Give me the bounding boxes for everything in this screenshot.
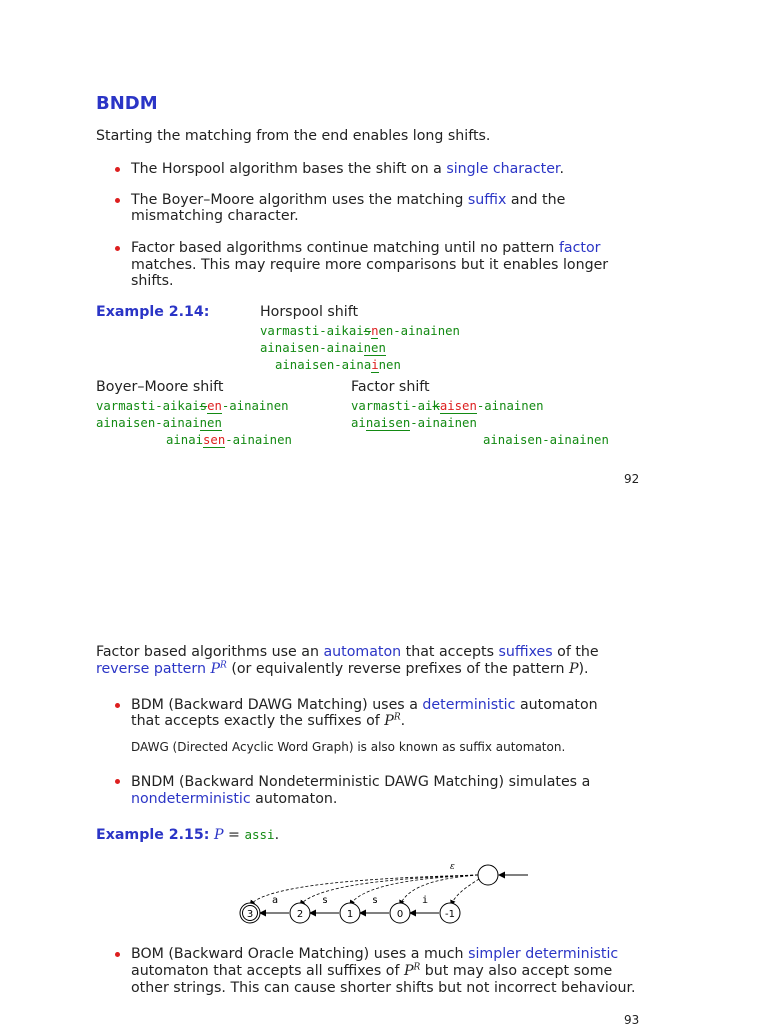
bullet-boyer-moore: The Boyer–Moore algorithm uses the matching suffix and the xyxy=(131,192,566,208)
bullet-factor-line2: matches. This may require more comparisons but it enables longer xyxy=(131,257,609,273)
epsilon-edge xyxy=(250,875,478,905)
state-label: 2 xyxy=(296,909,304,920)
term-suffixes: suffixes xyxy=(498,644,553,660)
bullet-horspool: The Horspool algorithm bases the shift on a single character. xyxy=(131,161,564,177)
bullet-bom-line3: other strings. This can cause shorter shifts but not incorrect behaviour. xyxy=(131,980,636,996)
initial-state xyxy=(478,865,498,885)
factor-pattern-2: ainaisen-ainainen xyxy=(483,433,609,447)
edge-label: a xyxy=(272,895,279,906)
epsilon-edge xyxy=(451,879,479,905)
bullet-bdm-line2: that accepts exactly the suffixes of $P^R$. xyxy=(131,712,406,729)
term-automaton: automaton xyxy=(323,644,402,660)
state-label: 0 xyxy=(396,909,404,920)
bullet-bndm: BNDM (Backward Nondeterministic DAWG Matching) simulates a xyxy=(131,774,591,790)
term-simpler-deterministic: simpler deterministic xyxy=(468,946,619,962)
page-title: BNDM xyxy=(96,93,158,114)
bullet-bom-line2: automaton that accepts all suffixes of $P^R$ but may also accept some xyxy=(131,962,613,979)
bullet-factor-line3: shifts. xyxy=(131,273,174,289)
horspool-pattern-2: ainaisen-ainainen xyxy=(275,358,401,372)
automaton-diagram xyxy=(230,855,540,930)
bullet-bdm: BDM (Backward DAWG Matching) uses a deterministic automaton xyxy=(131,697,598,713)
bullet-dot xyxy=(115,167,120,172)
factor-heading: Factor shift xyxy=(351,379,430,395)
horspool-heading: Horspool shift xyxy=(260,304,359,320)
intro-text: Starting the matching from the end enables long shifts. xyxy=(96,128,491,144)
boyer-moore-text: varmasti-aikaisen-ainainen xyxy=(96,399,289,413)
term-single-character: single character xyxy=(446,161,560,177)
dawg-note: DAWG (Directed Acyclic Word Graph) is also known as suffix automaton. xyxy=(131,740,566,754)
term-deterministic: deterministic xyxy=(422,697,516,713)
term-nondeterministic: nondeterministic xyxy=(131,791,251,807)
state-label: 3 xyxy=(246,909,254,920)
horspool-pattern-1: ainaisen-ainainen xyxy=(260,341,386,355)
edge-label: s xyxy=(322,895,329,906)
intro-line-2: reverse pattern $P^R$ (or equivalently reverse prefixes of the pattern P). xyxy=(96,660,589,677)
state-label: -1 xyxy=(445,909,455,920)
page-number: 93 xyxy=(624,1013,640,1027)
term-factor: factor xyxy=(558,240,601,256)
bullet-factor: Factor based algorithms continue matching until no pattern factor xyxy=(131,240,601,256)
term-suffix: suffix xyxy=(467,192,507,208)
example-label: Example 2.14: xyxy=(96,304,210,320)
example-2-15: Example 2.15: P = assi. xyxy=(96,827,280,843)
state-label: 1 xyxy=(346,909,354,920)
boyer-moore-heading: Boyer–Moore shift xyxy=(96,379,224,395)
bullet-dot xyxy=(115,198,120,203)
factor-pattern-1: ainaisen-ainainen xyxy=(351,416,477,430)
bullet-dot xyxy=(115,952,120,957)
boyer-moore-pattern-2: ainaisen-ainainen xyxy=(166,433,292,447)
page-number: 92 xyxy=(624,472,640,486)
edge-label: i xyxy=(422,895,429,906)
boyer-moore-pattern-1: ainaisen-ainainen xyxy=(96,416,222,430)
epsilon-label: ε xyxy=(450,862,455,872)
bullet-dot xyxy=(115,703,120,708)
term-reverse-pattern: reverse pattern xyxy=(96,661,206,677)
epsilon-edge xyxy=(400,875,478,905)
horspool-text: varmasti-aikaisnen-ainainen xyxy=(260,324,460,338)
bullet-bndm-line2: nondeterministic automaton. xyxy=(131,791,338,807)
bullet-dot xyxy=(115,779,120,784)
factor-text: varmasti-aikaisen-ainainen xyxy=(351,399,544,413)
bullet-dot xyxy=(115,246,120,251)
bullet-bom: BOM (Backward Oracle Matching) uses a much simpler deterministic xyxy=(131,946,619,962)
bullet-boyer-moore-line2: mismatching character. xyxy=(131,208,299,224)
intro-line-1: Factor based algorithms use an automaton that accepts suffixes of the xyxy=(96,644,599,660)
edge-label: s xyxy=(372,895,379,906)
